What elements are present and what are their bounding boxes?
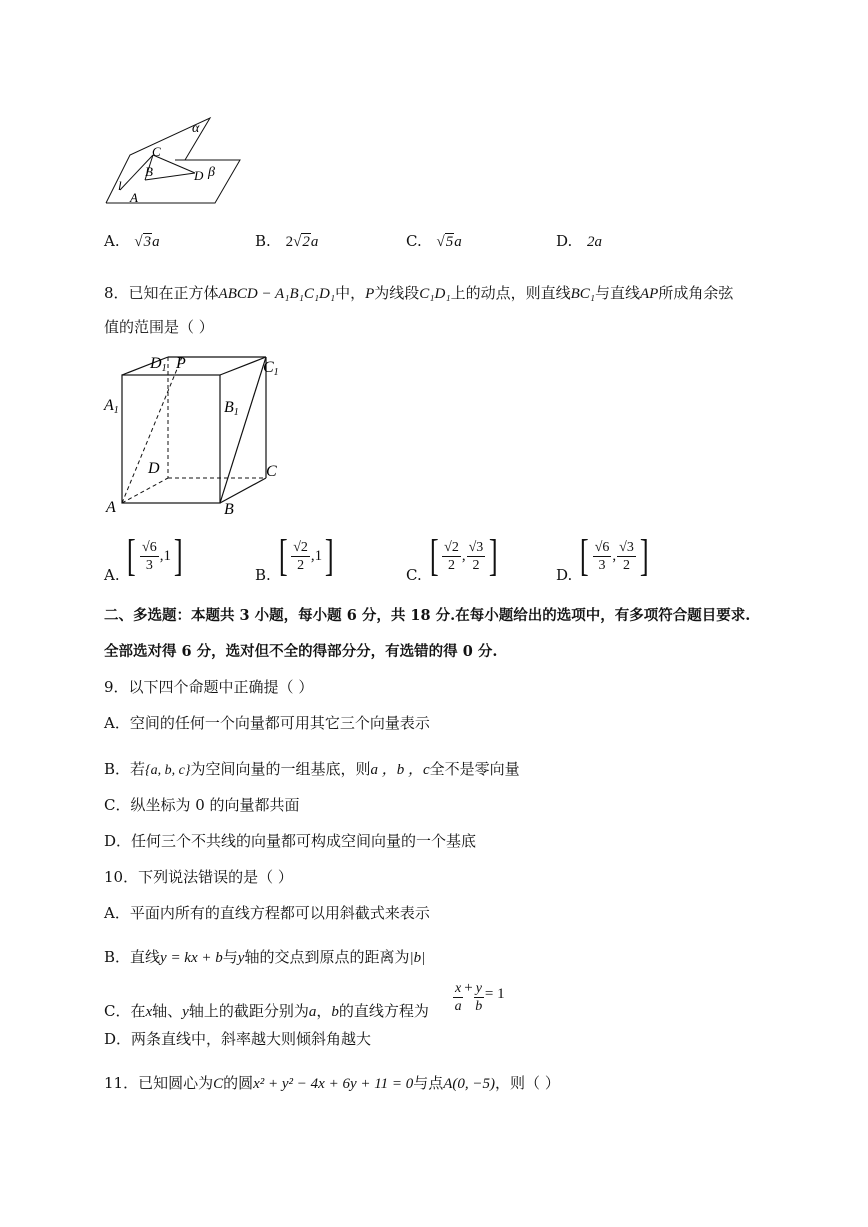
planes-figure bbox=[100, 110, 245, 210]
section2-line1: 二、多选题：本题共 3 小题，每小题 6 分，共 18 分.在每小题给出的选项中，有多项符合题目要求. bbox=[104, 607, 751, 624]
label-C1: C1 bbox=[263, 359, 279, 378]
label-B1: B1 bbox=[224, 399, 239, 418]
cube-figure bbox=[100, 350, 300, 520]
label-beta: β bbox=[208, 165, 215, 180]
q10-option-b: B．直线y = kx + b与y轴的交点到原点的距离为|b| bbox=[104, 948, 426, 966]
label-A: A bbox=[106, 499, 116, 516]
label-D1: D1 bbox=[150, 355, 167, 374]
q9-option-a: A．空间的任何一个向量都可用其它三个向量表示 bbox=[104, 714, 430, 732]
q8-option-a: A. [ $\frac{√6}{3}$ , 1 ] bbox=[104, 531, 183, 584]
label-D: D bbox=[194, 168, 204, 183]
label-alpha: α bbox=[192, 121, 200, 136]
q8-option-b: B. [ $\frac{√2}{2}$ , 1 ] bbox=[255, 531, 334, 584]
q7-option-a: A. √3a bbox=[104, 232, 160, 250]
label-C: C bbox=[266, 463, 277, 480]
q7-option-d: D. 2a bbox=[556, 232, 603, 250]
q10-option-d: D．两条直线中，斜率越大则倾斜角越大 bbox=[104, 1030, 372, 1048]
q9-stem: 9．以下四个命题中正确提（ ） bbox=[104, 678, 314, 696]
q10-option-c: C．在x轴、y轴上的截距分别为a，b的直线方程为 bbox=[104, 1002, 429, 1020]
q10-option-a: A．平面内所有的直线方程都可以用斜截式来表示 bbox=[104, 904, 430, 922]
q9-option-b: B．若{a, b, c}为空间向量的一组基底，则a ，b ，c全不是零向量 bbox=[104, 760, 520, 778]
q10-stem: 10．下列说法错误的是（ ） bbox=[104, 868, 293, 886]
label-l: l bbox=[118, 178, 122, 193]
q7-option-b: B. 2√2a bbox=[255, 232, 319, 250]
q8-option-c: C. [ $\frac{√2}{2}$ , $\frac{√3}{2}$ ] bbox=[406, 531, 499, 584]
q9-option-d: D．任何三个不共线的向量都可构成空间向量的一个基底 bbox=[104, 832, 477, 850]
cube-front-face bbox=[122, 375, 220, 503]
q11-stem: 11．已知圆心为C的圆x² + y² − 4x + 6y + 11 = 0与点A(0, −5)，则（ ） bbox=[104, 1074, 560, 1092]
label-B: B bbox=[224, 501, 234, 518]
label-A: A bbox=[130, 190, 138, 205]
q8-stem-line2: 值的范围是（ ） bbox=[104, 318, 214, 336]
label-A1: A1 bbox=[104, 397, 119, 416]
plane-beta bbox=[106, 160, 240, 203]
q8-stem-line1: 8．已知在正方体ABCD − A₁B₁C₁D₁中，P为线段C₁D₁上的动点，则直线BC₁与直线AP所成角余弦 bbox=[104, 284, 734, 302]
section2-line2: 全部选对得 6 分，选对但不全的得部分分，有选错的得 0 分. bbox=[104, 643, 498, 660]
q9-option-c: C．纵坐标为 0 的向量都共面 bbox=[104, 796, 300, 814]
label-P: P bbox=[176, 355, 186, 372]
label-D: D bbox=[148, 460, 160, 477]
q8-option-d: D. [ $\frac{√6}{3}$ , $\frac{√3}{2}$ ] bbox=[556, 531, 649, 584]
label-C: C bbox=[152, 144, 161, 159]
q7-option-c: C. √5a bbox=[406, 232, 462, 250]
segment-ap bbox=[122, 357, 182, 503]
label-B: B bbox=[145, 164, 153, 179]
q10-option-c-equation: $\frac{x}{a}$ + $\frac{y}{b}$ = 1 bbox=[454, 980, 505, 1014]
